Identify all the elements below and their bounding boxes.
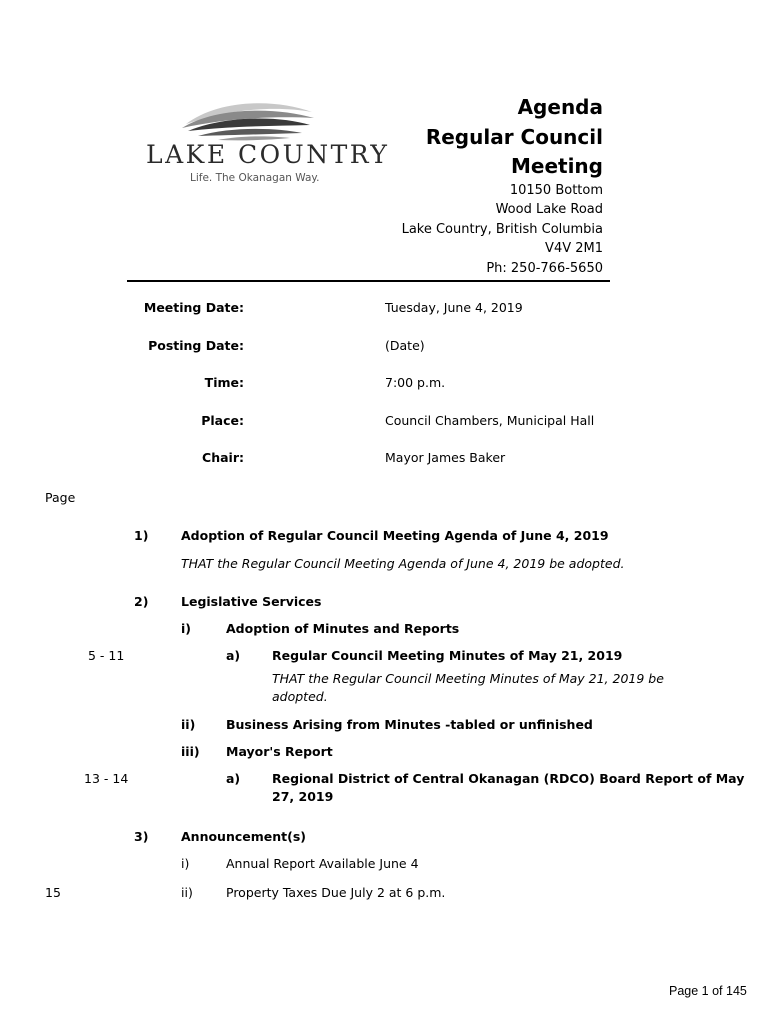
- page-number-footer: Page 1 of 145: [669, 984, 747, 998]
- chair-label: Chair:: [202, 450, 244, 465]
- item-2-i-a-pages: 5 - 11: [88, 648, 125, 663]
- item-2-i-number: i): [181, 621, 191, 636]
- agenda-title-line-1: Agenda: [517, 95, 603, 119]
- item-3-number: 3): [134, 829, 149, 844]
- item-2-i-a-motion-line-2: adopted.: [272, 689, 328, 704]
- item-1-number: 1): [134, 528, 149, 543]
- phone-line: Ph: 250-766-5650: [486, 261, 603, 276]
- address-line-3: Lake Country, British Columbia: [401, 222, 603, 237]
- agenda-title-line-3: Meeting: [510, 154, 603, 178]
- logo-tagline: Life. The Okanagan Way.: [190, 172, 320, 184]
- logo-name: LAKE COUNTRY: [146, 140, 390, 169]
- item-3-i-title: Annual Report Available June 4: [226, 856, 419, 871]
- item-2-iii-title: Mayor's Report: [226, 744, 333, 759]
- item-2-iii-a-number: a): [226, 771, 241, 786]
- agenda-title-line-2: Regular Council: [425, 125, 603, 149]
- address-line-2: Wood Lake Road: [495, 202, 603, 217]
- item-3-ii-pages: 15: [45, 885, 61, 900]
- place-value: Council Chambers, Municipal Hall: [385, 413, 595, 428]
- item-3-title: Announcement(s): [181, 829, 306, 844]
- meeting-date-label: Meeting Date:: [143, 300, 244, 315]
- chair-value: Mayor James Baker: [385, 450, 506, 465]
- item-2-ii-number: ii): [181, 717, 196, 732]
- item-2-i-a-title: Regular Council Meeting Minutes of May 21, 2019: [272, 648, 623, 663]
- item-1-motion: THAT the Regular Council Meeting Agenda of June 4, 2019 be adopted.: [181, 556, 625, 571]
- address-line-4: V4V 2M1: [545, 241, 603, 256]
- item-2-iii-a-pages: 13 - 14: [84, 771, 129, 786]
- item-1-title: Adoption of Regular Council Meeting Agenda of June 4, 2019: [181, 528, 609, 543]
- item-2-ii-title: Business Arising from Minutes -tabled or unfinished: [226, 717, 593, 732]
- address-line-1: 10150 Bottom: [509, 183, 603, 198]
- meeting-date-value: Tuesday, June 4, 2019: [385, 300, 523, 315]
- page-column-header: Page: [45, 490, 76, 505]
- item-2-i-title: Adoption of Minutes and Reports: [226, 621, 460, 636]
- item-2-number: 2): [134, 594, 149, 609]
- time-label: Time:: [204, 375, 244, 390]
- time-value: 7:00 p.m.: [385, 375, 446, 390]
- item-2-i-a-motion-line-1: THAT the Regular Council Meeting Minutes of May 21, 2019 be: [272, 671, 664, 686]
- item-2-title: Legislative Services: [181, 594, 322, 609]
- lake-waves-logo-icon: [178, 98, 318, 142]
- place-label: Place:: [201, 413, 244, 428]
- posting-date-value: (Date): [385, 338, 425, 353]
- item-3-ii-title: Property Taxes Due July 2 at 6 p.m.: [226, 885, 446, 900]
- posting-date-label: Posting Date:: [148, 338, 244, 353]
- header-divider: [127, 280, 610, 282]
- item-2-iii-number: iii): [181, 744, 200, 759]
- item-2-i-a-number: a): [226, 648, 241, 663]
- item-2-iii-a-title-line-1: Regional District of Central Okanagan (RDCO) Board Report of May: [272, 771, 745, 786]
- item-3-i-number: i): [181, 856, 190, 871]
- item-3-ii-number: ii): [181, 885, 193, 900]
- item-2-iii-a-title-line-2: 27, 2019: [272, 789, 334, 804]
